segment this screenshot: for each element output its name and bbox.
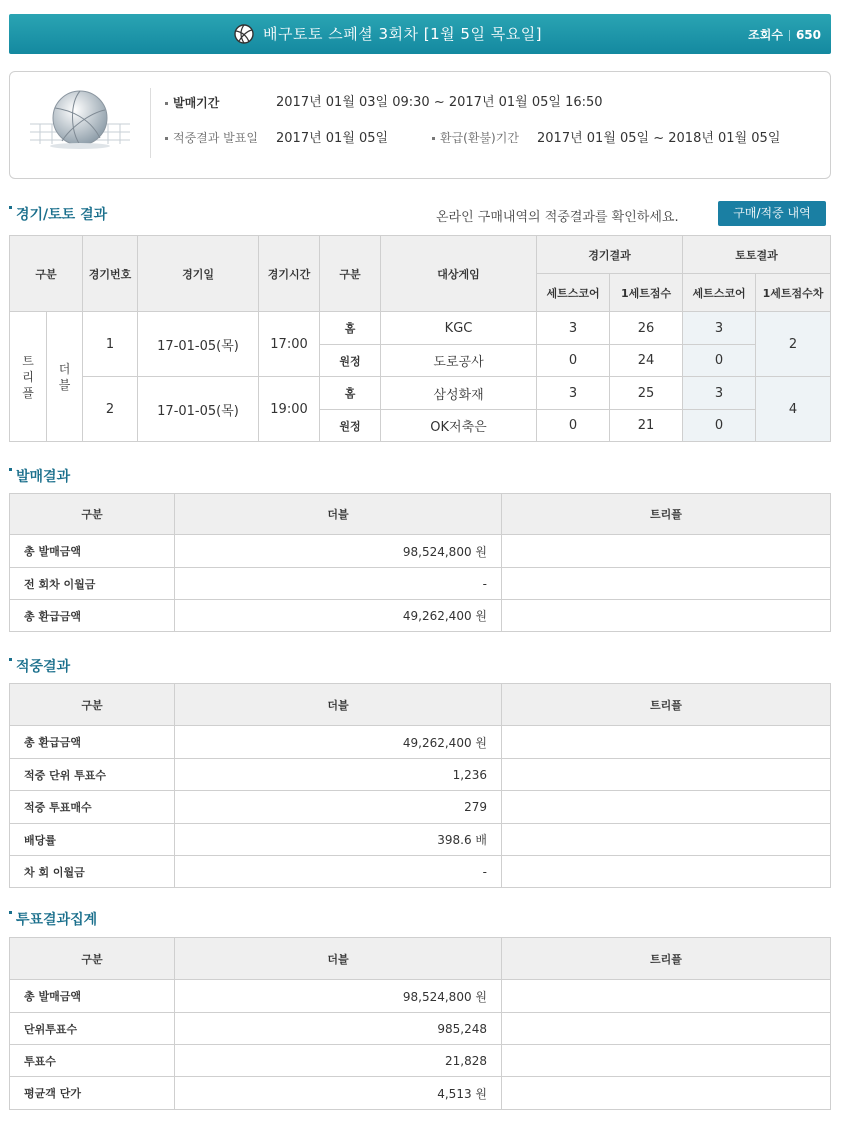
toto-first-diff: 4 xyxy=(756,377,831,442)
table-row xyxy=(10,726,831,759)
col-triple: 트리플 xyxy=(502,938,831,980)
team-name: KGC xyxy=(381,312,537,345)
row-label: 투표수 xyxy=(10,1045,175,1077)
hit-results-table xyxy=(9,683,831,888)
table-row xyxy=(10,856,831,888)
set-score: 3 xyxy=(537,312,610,345)
first-set-score: 24 xyxy=(610,345,683,377)
double-value: - xyxy=(175,856,502,888)
result-date-value: 2017년 01월 05일 xyxy=(276,131,389,146)
set-score: 0 xyxy=(537,410,610,442)
toto-set-score: 0 xyxy=(683,410,756,442)
triple-value xyxy=(502,824,831,856)
double-value: 1,236 xyxy=(175,759,502,791)
volleyball-icon xyxy=(234,24,254,44)
side-home: 홈 xyxy=(320,377,381,410)
team-name: OK저축은 xyxy=(381,410,537,442)
view-count xyxy=(748,26,821,43)
row-label: 평균객 단가 xyxy=(10,1077,175,1110)
first-set-score: 25 xyxy=(610,377,683,410)
table-row xyxy=(10,1077,831,1110)
col-category: 구분 xyxy=(10,236,83,312)
row-label: 차 회 이월금 xyxy=(10,856,175,888)
row-label: 적중 투표매수 xyxy=(10,791,175,824)
col-side: 구분 xyxy=(320,236,381,312)
vote-tally-table xyxy=(9,937,831,1110)
set-score: 3 xyxy=(537,377,610,410)
match-date: 17-01-05(목) xyxy=(138,312,259,377)
col-toto-set-score: 세트스코어 xyxy=(683,274,756,312)
view-count-label: 조회수 xyxy=(748,28,783,42)
double-value: 279 xyxy=(175,791,502,824)
round-info-box xyxy=(9,71,831,179)
table-row xyxy=(10,824,831,856)
col-double: 더블 xyxy=(175,684,502,726)
toto-set-score: 3 xyxy=(683,312,756,345)
toto-set-score: 3 xyxy=(683,377,756,410)
table-row xyxy=(10,980,831,1013)
result-date-label: 적중결과 발표일 xyxy=(165,129,258,146)
table-row xyxy=(10,1045,831,1077)
refund-period-value: 2017년 01월 05일 ~ 2018년 01월 05일 xyxy=(537,131,781,146)
side-away: 원정 xyxy=(320,345,381,377)
sales-results-heading: 발매결과 xyxy=(9,466,70,486)
vote-tally-heading: 투표결과집계 xyxy=(9,909,97,929)
triple-value xyxy=(502,1077,831,1110)
col-set-score: 세트스코어 xyxy=(537,274,610,312)
double-value: 985,248 xyxy=(175,1013,502,1045)
sales-results-table xyxy=(9,493,831,632)
col-date: 경기일 xyxy=(138,236,259,312)
triple-value xyxy=(502,726,831,759)
view-count-value: 650 xyxy=(795,28,821,42)
col-triple: 트리플 xyxy=(502,494,831,535)
sale-period-value: 2017년 01월 03일 09:30 ~ 2017년 01월 05일 16:50 xyxy=(276,95,603,110)
category-double: 더블 xyxy=(47,312,83,442)
match-date: 17-01-05(목) xyxy=(138,377,259,442)
col-category: 구분 xyxy=(10,494,175,535)
row-label: 총 환급금액 xyxy=(10,726,175,759)
triple-value xyxy=(502,791,831,824)
toto-first-diff: 2 xyxy=(756,312,831,377)
refund-period-label: 환급(환불)기간 xyxy=(432,129,519,146)
col-double: 더블 xyxy=(175,494,502,535)
triple-value xyxy=(502,980,831,1013)
row-label: 총 환급금액 xyxy=(10,600,175,632)
row-label: 단위투표수 xyxy=(10,1013,175,1045)
match-results-table xyxy=(9,235,831,442)
row-label: 총 발매금액 xyxy=(10,980,175,1013)
col-game-result: 경기결과 xyxy=(537,236,683,274)
match-no: 1 xyxy=(83,312,138,377)
col-time: 경기시간 xyxy=(259,236,320,312)
match-time: 19:00 xyxy=(259,377,320,442)
triple-value xyxy=(502,759,831,791)
col-toto-result: 토토결과 xyxy=(683,236,831,274)
page-title: 배구토토 스페셜 3회차 [1월 5일 목요일] xyxy=(263,25,543,43)
col-match-no: 경기번호 xyxy=(83,236,138,312)
double-value: 49,262,400 원 xyxy=(175,726,502,759)
set-score: 0 xyxy=(537,345,610,377)
first-set-score: 21 xyxy=(610,410,683,442)
team-name: 도로공사 xyxy=(381,345,537,377)
first-set-score: 26 xyxy=(610,312,683,345)
double-value: 98,524,800 원 xyxy=(175,535,502,568)
double-value: 21,828 xyxy=(175,1045,502,1077)
triple-value xyxy=(502,600,831,632)
double-value: - xyxy=(175,568,502,600)
triple-value xyxy=(502,535,831,568)
double-value: 49,262,400 원 xyxy=(175,600,502,632)
triple-value xyxy=(502,568,831,600)
double-value: 398.6 배 xyxy=(175,824,502,856)
category-triple: 트리플 xyxy=(10,312,47,442)
double-value: 4,513 원 xyxy=(175,1077,502,1110)
match-results-heading: 경기/토토 결과 xyxy=(9,204,107,224)
volleyball-net-icon xyxy=(30,88,130,150)
col-team: 대상게임 xyxy=(381,236,537,312)
triple-value xyxy=(502,1013,831,1045)
row-label: 적중 단위 투표수 xyxy=(10,759,175,791)
match-time: 17:00 xyxy=(259,312,320,377)
row-label: 배당률 xyxy=(10,824,175,856)
triple-value xyxy=(502,856,831,888)
table-row xyxy=(10,759,831,791)
hit-results-heading: 적중결과 xyxy=(9,656,70,676)
purchase-notice: 온라인 구매내역의 적중결과를 확인하세요. xyxy=(436,210,679,225)
row-label: 전 회차 이월금 xyxy=(10,568,175,600)
side-away: 원정 xyxy=(320,410,381,442)
purchase-history-button[interactable]: 구매/적중 내역 xyxy=(718,201,826,226)
toto-set-score: 0 xyxy=(683,345,756,377)
col-toto-first-diff: 1세트점수차 xyxy=(756,274,831,312)
team-name: 삼성화재 xyxy=(381,377,537,410)
row-label: 총 발매금액 xyxy=(10,535,175,568)
table-row xyxy=(10,568,831,600)
table-row xyxy=(10,535,831,568)
triple-value xyxy=(502,1045,831,1077)
table-row xyxy=(10,1013,831,1045)
double-value: 98,524,800 원 xyxy=(175,980,502,1013)
match-no: 2 xyxy=(83,377,138,442)
col-triple: 트리플 xyxy=(502,684,831,726)
sale-period-label: 발매기간 xyxy=(165,94,219,111)
col-double: 더블 xyxy=(175,938,502,980)
col-first-set: 1세트점수 xyxy=(610,274,683,312)
table-row xyxy=(10,791,831,824)
col-category: 구분 xyxy=(10,938,175,980)
side-home: 홈 xyxy=(320,312,381,345)
col-category: 구분 xyxy=(10,684,175,726)
table-row xyxy=(10,600,831,632)
title-bar xyxy=(9,14,831,54)
